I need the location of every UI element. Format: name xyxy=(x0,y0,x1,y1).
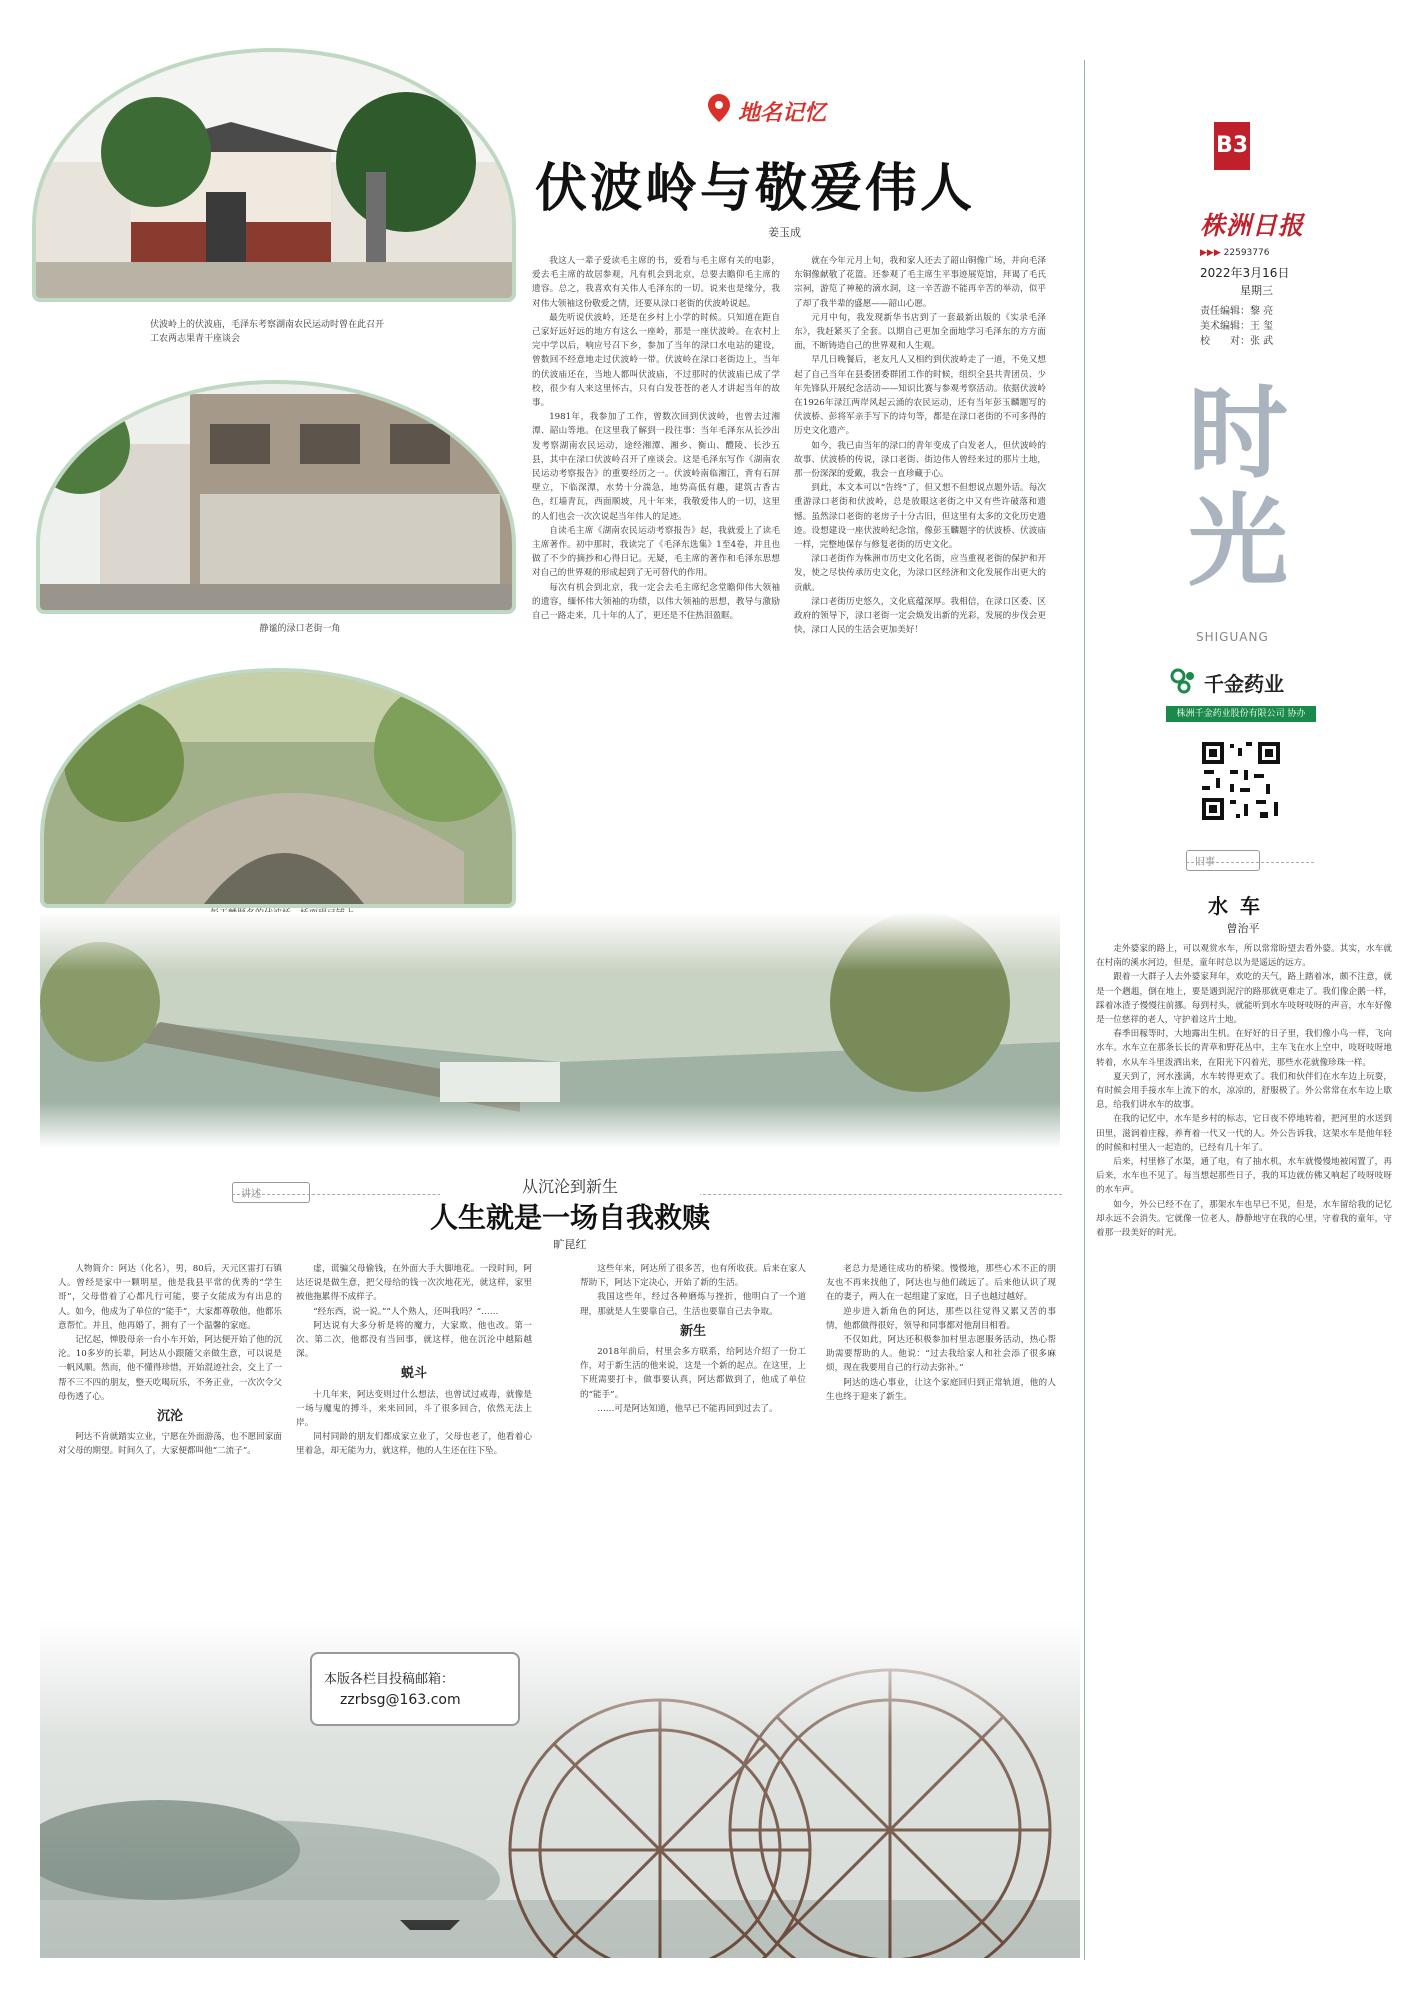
article2-subtitle: 从沉沦到新生 xyxy=(440,1174,700,1197)
credit-line: 校 对：张 武 xyxy=(1200,336,1274,347)
article3-tag-line xyxy=(1186,862,1314,863)
article3-body: 走外婆家的路上，可以观赏水车，所以常常盼望去看外婆。其实，水车就在村南的溪水河边，但是，童年时总以为是遥远的远方。 跟着一大群子人去外婆家拜年，欢吃的天气，路上踏着冰，颇不注意，就是一个趔趄，倒在地上，要是遇到泥泞的路那就更难走了。我们像企鹅一样，踩着冰渣子慢慢往前挪。每到村头，就能听到水车吱呀吱呀的声音，水车好像是一位慈祥的老人，守护着这片土地。 春季田稼等时，大地露出生机。在好好的日子里，我们像小鸟一样，飞向水车。水车立在那条长长的青草和野花丛中，主车飞在水上空中，吱呀吱呀地转着，水从车斗里泼洒出来，在阳光下闪着光，那些水花就像珍珠一样。 夏天到了，河水涨满，水车转得更欢了。我们和伙伴们在水车边上玩耍，有时候会用手接水车上流下的水，凉凉的，舒服极了。外公常常在水车边上歇息，给我们讲水车的故事。 在我的记忆中，水车是乡村的标志，它日夜不停地转着，把河里的水送到田里，滋润着庄稼，养育着一代又一代的人。外公告诉我，这架水车是他年轻的时候和村里人一起造的，已经有几十年了。 后来，村里修了水渠，通了电，有了抽水机，水车就慢慢地被闲置了，再后来，水车也不见了。每当想起那些日子，我的耳边就仿佛又响起了吱呀吱呀的水车声。 如今，外公已经不在了，那架水车也早已不见，但是，水车留给我的记忆却永远不会消失。它就像一位老人，静静地守在我的心里，守着我的童年，守着那一段美好的时光。 xyxy=(1096,944,1392,1239)
location-pin-icon xyxy=(708,94,730,122)
river-weir-photo xyxy=(40,912,1060,1148)
article1-column-1: 我这人一辈子爱读毛主席的书，爱看与毛主席有关的电影，爱去毛主席的故居参观，凡有机会到北京，总要去瞻仰毛主席的遗容。总之，我喜欢有关伟人毛泽东的一切。说来也是缘分，我对伟大领袖这份敬爱之情，还要从渌口老街的伏波岭说起。 最先听说伏波岭，还是在乡村上小学的时候。只知道在距自己家好远好远的地方有这么一座岭，那是一座伏波岭。在农村上完中学以后，响应号召下乡，参加了当年的渌口水电站的建设，曾数回不经意地走过伏波岭一带。伏波岭在渌口老街边上，当年的伏波庙还在，当地人都叫伏波庙，不过那时的伏波庙已成了学校，很少有人来这里怀古，只有白发苍苍的老人才讲起当年的故事。 1981年，我参加了工作，曾数次回到伏波岭，也曾去过湘潭、韶山等地。在这里我了解到一段往事：当年毛泽东从长沙出发考察湖南农民运动，途经湘潭、湘乡、衡山、醴陵、长沙五县，其中在渌口伏波岭召开了座谈会。这是毛泽东写作《湖南农民运动考察报告》的重要经历之一。伏波岭南临湘江，背有石屏壁立，下临深潭，水势十分湍急，地势高低有趣，建筑古香古色，红墙青瓦，西面顺坡，凡十年来，我敬爱伟人的一切，这里的人们也会一次次说起当年伟人的足迹。 自读毛主席《湖南农民运动考察报告》起，我就爱上了读毛主席著作。初中那时，我读完了《毛泽东选集》1至4卷，并且也做了不少的摘抄和心得日记。无疑，毛主席的著作和毛泽东思想对自己的世界观的形成起到了无可替代的作用。 每次有机会到北京，我一定会去毛主席纪念堂瞻仰伟大领袖的遗容，缅怀伟大领袖的功绩，以伟大领袖的思想，教导与激励自己一路走来，几十年的人了，更还是不住热泪盈眶。 xyxy=(532,256,780,622)
sponsor-logo: 千金药业 xyxy=(1166,666,1316,696)
article2-column-2: 虚，谎骗父母偷钱，在外面大手大脚地花。一段时间，阿达还说是做生意，把父母给的钱一次次地花光，就这样，家里被他拖累得不成样子。 “经东西，说一说。”“人个熟人，还叫我吗？”…… 阿达说有大多分析是将的魔力，大家欺、他也改。第一次、第二次，他都没有当回事，就这样，他在沉沦中越陷越深。 蜕斗 十几年来，阿达变则过什么想法，也曾试过戒毒，就像是一场与魔鬼的搏斗，来来回回，斗了很多回合，依然无法上岸。 同村同龄的朋友们都成家立业了，父母也老了，他看着心里着急，却无能为力，就这样，他的人生还在往下坠。 xyxy=(296,1264,532,1457)
photo-old-street xyxy=(36,380,516,614)
sidebar-divider xyxy=(1084,60,1085,1960)
photo-fubo-temple xyxy=(32,48,516,302)
masthead-weekday: 星期三 xyxy=(1240,284,1273,297)
column-label: 地名记忆 xyxy=(708,94,868,124)
masthead-phone: ▶▶▶ 22593776 xyxy=(1200,248,1270,258)
masthead-credits xyxy=(1200,304,1273,349)
article1-column-2: 就在今年元月上旬，我和家人还去了韶山铜像广场，并向毛泽东铜像献敬了花篮。还参观了毛主席生平事迹展览馆，拜谒了毛氏宗祠，游览了神秘的滴水洞，这一辛苦游不能再辛苦的举动，似乎了却了我半辈的盛愿——韶山心愿。 元月中旬，我发现新华书店到了一套最新出版的《实录毛泽东》，我赶紧买了全套。以期自己更加全面地学习毛泽东的方方面面，不断铸造自己的世界观和人生观。 早几日晚餐后，老友凡人又相约到伏波岭走了一道，不免又想起了自己当年在县委团委群团工作的时候，组织全县共青团员、少年先锋队开展纪念活动——知识比赛与参观考察活动。依据伏波岭在1926年渌江两岸风起云涌的农民运动，还有当年彭玉麟题写的伏波桥、彭将军亲手写下的诗句等，都是在渌口老街的不可多得的历史文化遗产。 如今，我已由当年的渌口的青年变成了白发老人，但伏波岭的故事、伏波桥的传说，渌口老街、街边伟人曾经来过的那片土地，那一份深深的爱戴，我会一直珍藏于心。 到此，本文本可以“告终”了，但又想不但想说点题外话。每次重游渌口老街和伏波岭，总是放眼这老街之中又有些许破落和遗憾。虽然渌口老街的老房子十分古旧，但这里有太多的文化历史遗迹。设想建设一座伏波岭纪念馆，像彭玉麟题字的伏波桥、伏波庙一样，完整地保存与修复老街的历史文化。 渌口老街作为株洲市历史文化名街，应当重视老街的保护和开发，使之尽快传承历史文化，为渌口区经济和文化发展作出更大的贡献。 渌口老街历史悠久，文化底蕴深厚。我相信，在渌口区委、区政府的领导下，渌口老街一定会焕发出新的光彩，发展的步伐会更快，渌口人民的生活会更加美好！ xyxy=(794,256,1046,636)
newspaper-name: 株洲日报 xyxy=(1200,211,1305,240)
mailbox-label: 本版各栏目投稿邮箱： xyxy=(324,1672,455,1687)
article2-column-1: 人物简介：阿达（化名），男，80后，天元区雷打石镇人。曾经是家中一颗明星，他是我县平常的优秀的“学生哥”，父母借着了心都凡行可能，要子女能成为有出息的人。如今，他成为了单位的“能手”，大家都尊敬他，他都乐意帮忙。并且，他再婚了，拥有了一个温馨的家庭。 记忆起，惮股母亲一台小车开始，阿达便开始了他的沉沦。10多岁的长辈，阿达从小跟随父亲做生意，可以说是一帆风顺。然而，他不懂得珍惜，开始混迹社会，交上了一帮不三不四的朋友，整天吃喝玩乐，不务正业，一次次令父母伤透了心。 沉沦 阿达不肯就踏实立业，宁愿在外面游荡，也不愿回家面对父母的期望。时间久了，大家便都叫他“二流子”。 xyxy=(58,1264,282,1457)
sponsor-line: 株洲千金药业股份有限公司 协办 xyxy=(1166,706,1316,722)
article2-title: 人生就是一场自我救赎 xyxy=(429,1201,710,1234)
article2-column-3: 这些年来，阿达所了很多苦，也有所收获。后来在家人帮助下，阿达下定决心，开始了新的生活。 我国这些年，经过各种磨炼与挫折，他明白了一个道理，那就是人生要靠自己，生活也要靠自己去争取。 新生 2018年前后，村里会多方联系，给阿达介绍了一份工作，对于新生活的他来说，这是一个新的起点。在这里，上下班需要打卡，做事要认真，阿达都做到了，他成了单位的“能手”。 ……可是阿达知道，他早已不能再回到过去了。 xyxy=(580,1264,806,1414)
article2-author: 旷昆红 xyxy=(553,1238,587,1251)
article-title: 伏波岭与敬爱伟人 xyxy=(535,159,976,219)
mailbox-address[interactable]: zzrbsg@163.com xyxy=(340,1692,461,1708)
photo-caption-2: 静谧的渌口老街一角 xyxy=(259,624,341,634)
mailbox-box xyxy=(310,1652,520,1726)
waterwheel-photo xyxy=(40,1620,1080,1958)
article3-author: 曾治平 xyxy=(1226,922,1260,935)
section-pinyin: SHIGUANG xyxy=(1196,630,1269,644)
masthead-date: 2022年3月16日 xyxy=(1200,266,1290,280)
credit-line: 美术编辑：王 玺 xyxy=(1200,321,1274,332)
qr-code[interactable] xyxy=(1200,740,1282,822)
article-author: 姜玉成 xyxy=(768,226,801,239)
arrow-icon: ▶▶▶ xyxy=(1200,248,1221,258)
article2-section-3: 新生 xyxy=(679,1323,706,1339)
sponsor-logo-icon xyxy=(1170,668,1198,694)
article3-tag: 旧事 xyxy=(1186,850,1260,871)
section-title: 时光 xyxy=(1188,375,1288,600)
article2-section-1: 沉沦 xyxy=(156,1409,183,1425)
article2-tag: 讲述 xyxy=(232,1182,310,1203)
credit-line: 责任编辑：黎 亮 xyxy=(1200,306,1274,317)
article3-title: 水车 xyxy=(1208,894,1272,918)
article2-section-2: 蜕斗 xyxy=(400,1366,427,1382)
photo-fubo-bridge xyxy=(40,668,516,908)
photo-caption-1: 伏波岭上的伏波庙，毛泽东考察湖南农民运动时曾在此召开工农两志果青干座谈会 xyxy=(150,320,385,344)
article2-column-4: 老总力是通往成功的桥梁。慢慢地，那些心术不正的朋友也不再来找他了，阿达也与他们疏远了。后来他认识了现在的妻子，两人在一起组建了家庭，日子也越过越好。 逆步进入新角色的阿达，那些以往觉得又累又苦的事情，他都做得很好，领导和同事都对他刮目相看。 不仅如此，阿达还积极参加村里志愿服务活动，热心帮助需要帮助的人。他说：“过去我给家人和社会添了很多麻烦，现在我要用自己的行动去弥补。” 阿达的迭心事业，让这个家庭回归到正常轨道，他的人生也终于迎来了新生。 xyxy=(826,1264,1056,1402)
page-number-badge: B3 xyxy=(1214,122,1250,170)
